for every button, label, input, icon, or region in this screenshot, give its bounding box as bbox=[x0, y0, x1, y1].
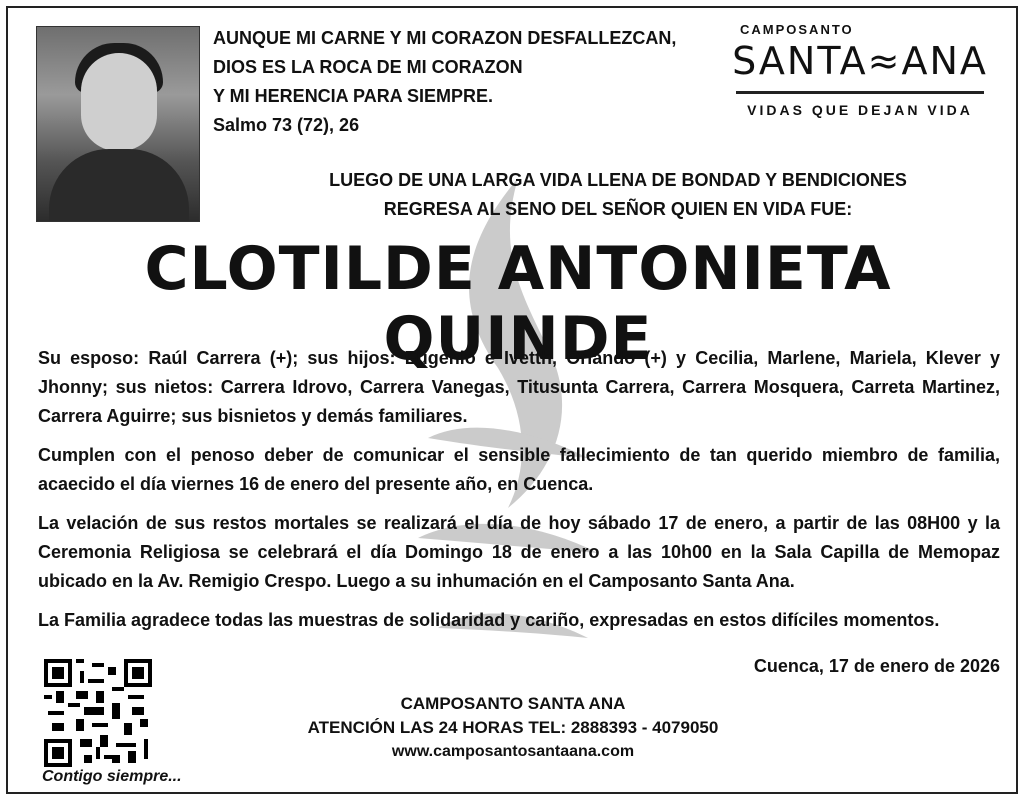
tagline: Contigo siempre... bbox=[42, 768, 182, 785]
intro-line2: REGRESA AL SENO DEL SEÑOR QUIEN EN VIDA FUE: bbox=[383, 199, 853, 219]
footer-phones: ATENCIÓN LAS 24 HORAS TEL: 2888393 - 4079050 bbox=[307, 718, 719, 737]
verse-line: Y MI HERENCIA PARA SIEMPRE. bbox=[213, 86, 494, 106]
footer-name: CAMPOSANTO SANTA ANA bbox=[400, 694, 626, 713]
qr-code-icon bbox=[44, 659, 152, 767]
bible-verse bbox=[213, 24, 713, 140]
deceased-photo bbox=[36, 26, 200, 222]
paragraph: Su esposo: Raúl Carrera (+); sus hijos: Eugenio e Ivetth, Orlando (+) y Cecilia, Marlene, Mariela, Klever y Jhonny; sus nietos: Carrera Idrovo, Carrera Vanegas, Titusunta Carrera, Carrera Mosquera, Carreta Martinez, Carrera Aguirre; sus bisnietos y demás familiares. bbox=[38, 348, 1000, 426]
footer-website[interactable]: www.camposantosantaana.com bbox=[391, 743, 635, 760]
logo-line2: SANTA≈ANA bbox=[732, 39, 988, 83]
deceased-name: CLOTILDE ANTONIETA QUINDE bbox=[144, 234, 892, 374]
notice-body bbox=[38, 344, 1000, 645]
verse-line: AUNQUE MI CARNE Y MI CORAZON DESFALLEZCAN, bbox=[213, 28, 677, 48]
verse-reference: Salmo 73 (72), 26 bbox=[213, 115, 360, 135]
notice-date: Cuenca, 17 de enero de 2026 bbox=[753, 656, 1000, 676]
intro-text bbox=[258, 166, 978, 224]
verse-line: DIOS ES LA ROCA DE MI CORAZON bbox=[213, 57, 523, 77]
paragraph: La velación de sus restos mortales se realizará el día de hoy sábado 17 de enero, a partir de las 08H00 y la Ceremonia Religiosa se celebrará el día Domingo 18 de enero a las 10h00 en la Sala Capilla de Memopaz ubicado en la Av. Remigio Crespo. Luego a su inhumación en el Camposanto Santa Ana. bbox=[38, 513, 1000, 591]
paragraph: Cumplen con el penoso deber de comunicar el sensible fallecimiento de tan querido miembro de familia, acaecido el día viernes 16 de enero del presente año, en Cuenca. bbox=[38, 445, 1000, 494]
footer-contact bbox=[268, 692, 758, 764]
paragraph: La Familia agradece todas las muestras de solidaridad y cariño, expresadas en estos difíciles momentos. bbox=[38, 610, 940, 630]
logo-divider bbox=[736, 91, 984, 94]
obituary-notice bbox=[6, 6, 1018, 794]
logo-line1: CAMPOSANTO bbox=[740, 22, 854, 37]
logo-slogan: VIDAS QUE DEJAN VIDA bbox=[747, 102, 973, 118]
intro-line1: LUEGO DE UNA LARGA VIDA LLENA DE BONDAD Y BENDICIONES bbox=[329, 170, 907, 190]
camposanto-logo bbox=[728, 22, 992, 118]
